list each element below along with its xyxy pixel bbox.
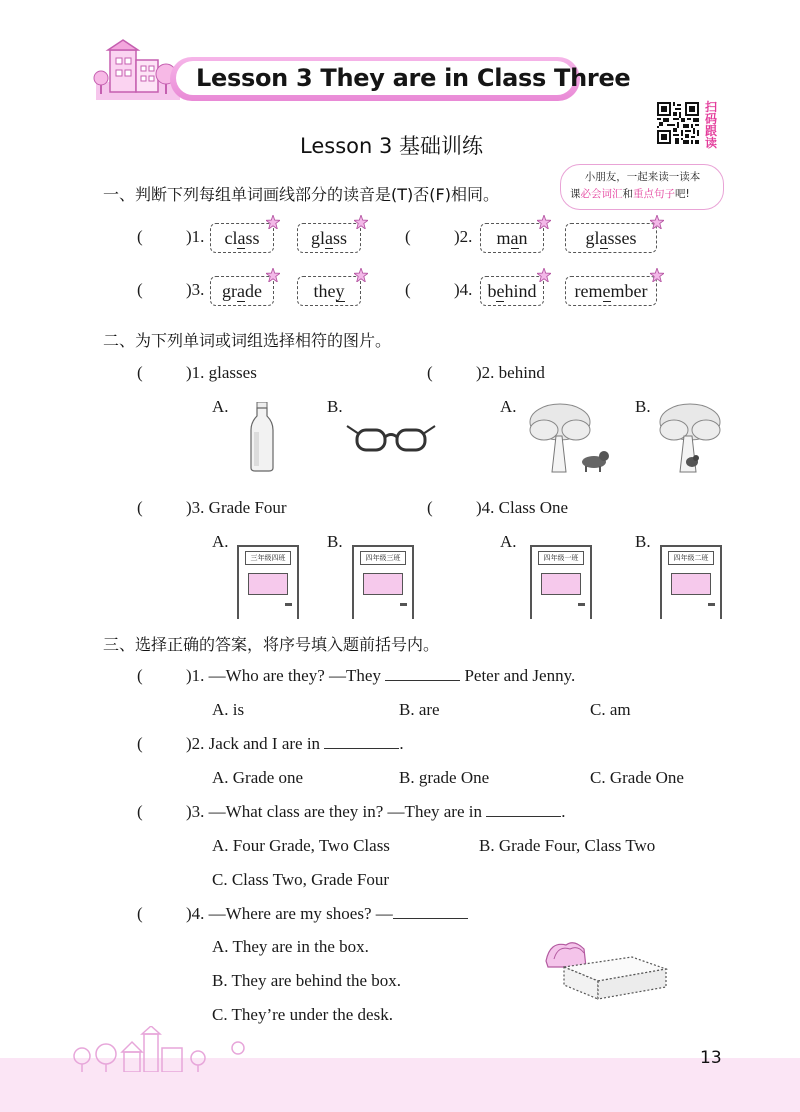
bubble-text-part: 吧! (675, 188, 690, 200)
star-icon (354, 215, 368, 229)
page-number: 13 (700, 1048, 722, 1068)
fill-blank[interactable] (393, 917, 468, 919)
option-label: A. (212, 397, 229, 416)
fill-blank[interactable] (324, 747, 399, 749)
tree-dog-picture-b[interactable] (652, 400, 722, 476)
option-a: A. Four Grade, Two Class (212, 836, 390, 855)
classroom-door[interactable] (530, 545, 592, 619)
door-sign: 四年级三班 (360, 551, 406, 565)
word-box (210, 276, 274, 306)
word-part: cl (224, 228, 238, 248)
word-part: de (245, 281, 262, 301)
question-part: )2. Jack and I are in (186, 734, 321, 753)
question-part: )3. —What class are they in? —They are in (186, 802, 482, 821)
underlined-letters: a (237, 281, 245, 301)
option-b: B. are (399, 700, 440, 719)
underlined-letters: e (496, 281, 505, 301)
bubble-highlight-sentences: 重点句子 (633, 188, 675, 200)
word-box (565, 276, 657, 306)
bubble-text (570, 169, 715, 203)
star-icon (266, 268, 280, 282)
question-number: )1. (186, 227, 205, 246)
qr-code-icon[interactable] (657, 102, 699, 144)
word-box (297, 223, 361, 253)
word-part: mber (610, 281, 648, 301)
door-window (248, 573, 288, 595)
bubble-text-part: 课 (570, 188, 581, 200)
lesson-title: Lesson 3 They are in Class Three (196, 64, 631, 92)
door-sign: 三年级四班 (245, 551, 291, 565)
word-part: gr (222, 281, 237, 301)
question-part: )4. —Where are my shoes? — (186, 904, 393, 923)
answer-paren[interactable]: ( (137, 802, 143, 821)
section2-title: 二、为下列单词或词组选择相符的图片。 (103, 331, 392, 350)
option-c: C. am (590, 700, 631, 719)
word-part: gl (310, 228, 325, 248)
shoes-box-picture (540, 935, 668, 1001)
door-window (363, 573, 403, 595)
question-number: )2. (454, 227, 473, 246)
word-box (480, 276, 544, 306)
question-text (186, 904, 468, 924)
door-handle (578, 603, 585, 606)
option-c: C. Grade One (590, 768, 684, 787)
answer-paren[interactable]: ( (137, 734, 143, 753)
door-sign: 四年级二班 (668, 551, 714, 565)
word-box (480, 223, 544, 253)
bubble-text-part: 和 (622, 188, 633, 200)
word-part: sses (607, 228, 637, 248)
section3-title: 三、选择正确的答案，将序号填入题前括号内。 (103, 635, 440, 654)
word-part: ss (245, 228, 260, 248)
option-a: A. is (212, 700, 245, 719)
door-handle (400, 603, 407, 606)
word-box (297, 276, 361, 306)
answer-paren[interactable]: ( (427, 363, 433, 382)
underlined-letters: a (599, 228, 608, 248)
underlined-letters: a (510, 228, 519, 248)
question-text: )2. behind (476, 363, 545, 382)
bottle-picture[interactable] (247, 402, 277, 472)
option-label: A. (212, 532, 229, 551)
word-part: hind (504, 281, 537, 301)
answer-paren[interactable]: ( (137, 363, 143, 382)
classroom-door[interactable] (660, 545, 722, 619)
question-text: )3. Grade Four (186, 498, 287, 517)
option-label: B. (327, 532, 343, 551)
underlined-letters: a (237, 228, 246, 248)
door-window (671, 573, 711, 595)
answer-paren[interactable]: ( (405, 227, 411, 246)
option-b: B. grade One (399, 768, 490, 787)
option-a: A. They are in the box. (212, 937, 369, 956)
option-c: C. They’re under the desk. (212, 1005, 393, 1024)
underlined-letters: a (325, 228, 333, 248)
answer-paren[interactable]: ( (137, 280, 143, 299)
bubble-line-2 (570, 186, 715, 203)
glasses-picture[interactable] (345, 420, 437, 454)
option-label: B. (635, 532, 651, 551)
question-number: )4. (454, 280, 473, 299)
question-part: . (561, 802, 566, 821)
footer-town-illustration (72, 1026, 252, 1072)
door-sign: 四年级一班 (538, 551, 584, 565)
answer-paren[interactable]: ( (137, 227, 143, 246)
question-text (186, 802, 565, 822)
word-part: ss (333, 228, 348, 248)
option-label: A. (500, 532, 517, 551)
classroom-door[interactable] (237, 545, 299, 619)
question-number: )3. (186, 280, 205, 299)
word-part: n (518, 228, 528, 248)
classroom-door[interactable] (352, 545, 414, 619)
question-part: . (399, 734, 404, 753)
word-part: b (487, 281, 497, 301)
option-b: B. They are behind the box. (212, 971, 402, 990)
fill-blank[interactable] (385, 679, 460, 681)
bubble-highlight-vocab: 必会词汇 (580, 188, 623, 200)
star-icon (266, 215, 280, 229)
star-icon (650, 268, 664, 282)
question-text (186, 734, 404, 754)
answer-paren[interactable]: ( (137, 666, 143, 685)
star-icon (354, 268, 368, 282)
option-label: A. (500, 397, 517, 416)
word-box (210, 223, 274, 253)
fill-blank[interactable] (486, 815, 561, 817)
option-label: B. (327, 397, 343, 416)
underlined-letters: e (602, 281, 611, 301)
qr-label: 扫码跟读 (705, 100, 718, 150)
star-icon (537, 268, 551, 282)
word-part: rem (574, 281, 603, 301)
bubble-line-1: 小朋友，一起来读一读本 (584, 171, 701, 183)
word-part: the (313, 281, 336, 301)
tree-dog-picture-a[interactable] (522, 400, 614, 476)
question-text: )1. glasses (186, 363, 257, 382)
answer-paren[interactable]: ( (427, 498, 433, 517)
word-part: gl (585, 228, 600, 248)
option-label: B. (635, 397, 651, 416)
option-a: A. Grade one (212, 768, 304, 787)
door-handle (708, 603, 715, 606)
answer-paren[interactable]: ( (137, 904, 143, 923)
word-part: m (496, 228, 511, 248)
question-text: )4. Class One (476, 498, 569, 517)
star-icon (537, 215, 551, 229)
answer-paren[interactable]: ( (137, 498, 143, 517)
question-part: )1. —Who are they? —They (186, 666, 381, 685)
answer-paren[interactable]: ( (405, 280, 411, 299)
page-subtitle: Lesson 3 基础训练 (300, 134, 484, 158)
underlined-letters: y (335, 281, 345, 301)
option-c: C. Class Two, Grade Four (212, 870, 389, 889)
door-handle (285, 603, 292, 606)
question-part: Peter and Jenny. (464, 666, 576, 685)
door-window (541, 573, 581, 595)
section1-title: 一、判断下列每组单词画线部分的读音是(T)否(F)相同。 (103, 185, 499, 204)
question-text (186, 666, 575, 686)
option-b: B. Grade Four, Class Two (479, 836, 656, 855)
star-icon (650, 215, 664, 229)
word-box (565, 223, 657, 253)
